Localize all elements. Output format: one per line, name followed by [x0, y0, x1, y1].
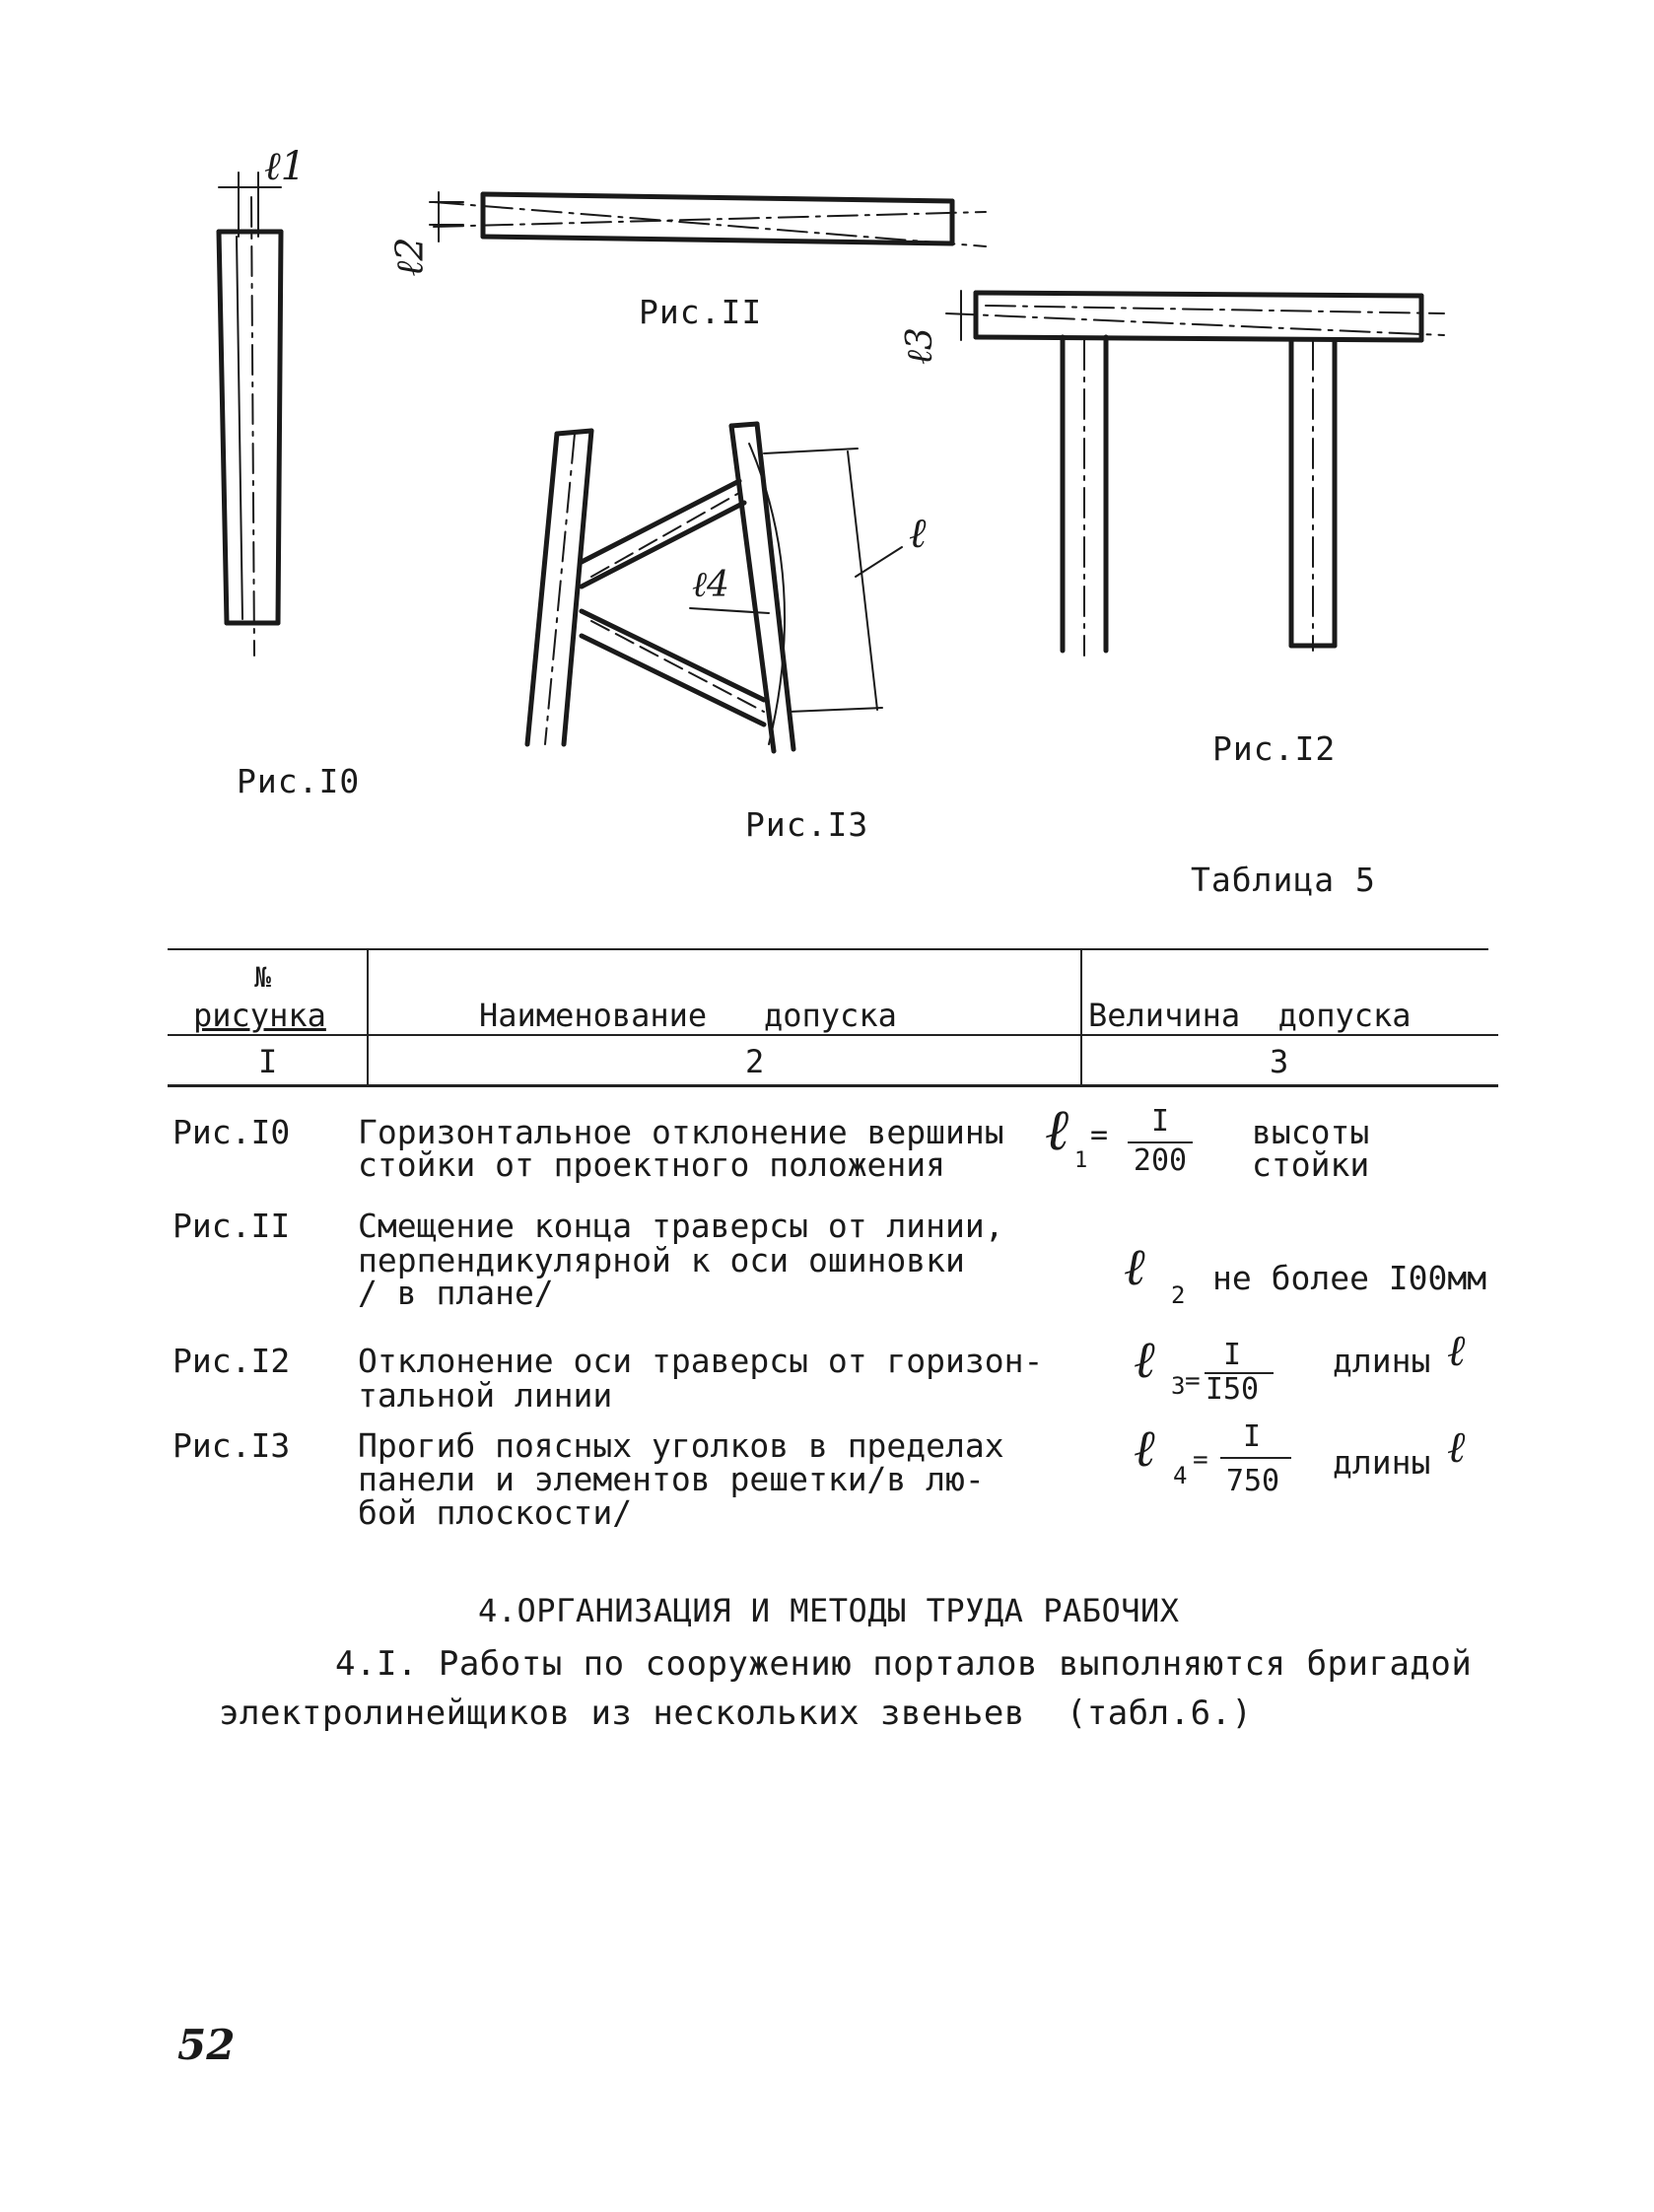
row4-numerator: I: [1242, 1419, 1262, 1454]
fig12-portal: [946, 291, 1444, 656]
row2-symbol: ℓ: [1124, 1238, 1145, 1297]
row3-equals: =: [1185, 1366, 1201, 1396]
row4-subscript: 4: [1173, 1462, 1188, 1489]
row1-numerator: I: [1150, 1104, 1170, 1139]
fig12-dim-label: ℓ3: [899, 327, 940, 365]
header-figure: рисунка: [193, 997, 326, 1034]
fig10-column: [219, 173, 281, 656]
row2-subscript: 2: [1171, 1281, 1186, 1309]
row4-unit-symbol: ℓ: [1447, 1422, 1466, 1473]
col-number-1: I: [258, 1043, 278, 1080]
header-name: Наименование допуска: [479, 997, 897, 1034]
fig11-caption: Рис.II: [639, 293, 763, 331]
page-number: 52: [177, 2021, 236, 2069]
row4-unit: длины: [1333, 1443, 1431, 1482]
row3-subscript: 3: [1171, 1372, 1186, 1400]
fig13-length-label: ℓ: [909, 509, 927, 557]
row2-value: не более I00мм: [1212, 1259, 1487, 1297]
row1-unit-line2: стойки: [1252, 1145, 1370, 1184]
row4-name-line2: панели и элементов решетки/в лю-: [358, 1460, 985, 1498]
section-heading: 4.ОРГАНИЗАЦИЯ И МЕТОДЫ ТРУДА РАБОЧИХ: [478, 1592, 1180, 1629]
section-paragraph-line1: 4.I. Работы по сооружению порталов выполняются бригадой: [335, 1644, 1473, 1684]
row3-symbol: ℓ: [1134, 1331, 1155, 1390]
row4-name-line3: бой плоскости/: [358, 1493, 633, 1532]
row1-name-line2: стойки от проектного положения: [358, 1145, 946, 1184]
row4-equals: =: [1193, 1445, 1208, 1475]
row3-figure: Рис.I2: [172, 1342, 291, 1380]
row1-unit-line1: высоты: [1252, 1113, 1370, 1151]
col-number-2: 2: [745, 1043, 765, 1080]
row3-unit: длины: [1333, 1342, 1431, 1380]
row4-figure: Рис.I3: [172, 1426, 291, 1465]
row3-name-line1: Отклонение оси траверсы от горизон-: [358, 1342, 1044, 1380]
row4-symbol: ℓ: [1134, 1419, 1155, 1479]
row1-name-line1: Горизонтальное отклонение вершины: [358, 1113, 1004, 1151]
row3-name-line2: тальной линии: [358, 1376, 613, 1415]
row1-symbol: ℓ: [1045, 1096, 1069, 1163]
fig11-dim-label: ℓ2: [387, 237, 432, 277]
table-col-divider-2: [1080, 948, 1082, 1086]
row4-denominator: 750: [1225, 1464, 1280, 1498]
row4-name-line1: Прогиб поясных уголков в пределах: [358, 1426, 1004, 1465]
row2-figure: Рис.II: [172, 1207, 291, 1245]
table-col-divider-1: [367, 948, 369, 1086]
fig10-dim-label: ℓ1: [264, 144, 307, 189]
fig11-beam: [430, 192, 986, 246]
row3-numerator: I: [1222, 1338, 1242, 1372]
row1-equals: =: [1090, 1118, 1109, 1152]
row3-denominator: I50: [1205, 1372, 1260, 1407]
table-top-rule: [168, 948, 1488, 950]
row4-fraction-bar: [1220, 1457, 1291, 1459]
row3-unit-symbol: ℓ: [1447, 1326, 1466, 1376]
row2-name-line1: Смещение конца траверсы от линии,: [358, 1207, 1004, 1245]
row2-name-line2: перпендикулярной к оси ошиновки: [358, 1241, 965, 1279]
fig10-caption: Рис.I0: [237, 762, 361, 800]
fig13-caption: Рис.I3: [745, 805, 869, 844]
section-paragraph-line2: электролинейщиков из нескольких звеньев (табл.6.): [219, 1694, 1253, 1733]
table-caption: Таблица 5: [1191, 861, 1376, 899]
row1-denominator: 200: [1133, 1143, 1188, 1178]
header-value: Величина допуска: [1088, 997, 1412, 1034]
fig12-caption: Рис.I2: [1212, 729, 1337, 768]
fig13-dim-label: ℓ4: [692, 565, 729, 605]
row2-name-line3: / в плане/: [358, 1274, 554, 1312]
header-no: №: [254, 961, 271, 994]
row1-figure: Рис.I0: [172, 1113, 291, 1151]
row1-subscript: 1: [1074, 1148, 1088, 1173]
figures-drawing: [0, 0, 1654, 887]
col-number-3: 3: [1270, 1043, 1289, 1080]
